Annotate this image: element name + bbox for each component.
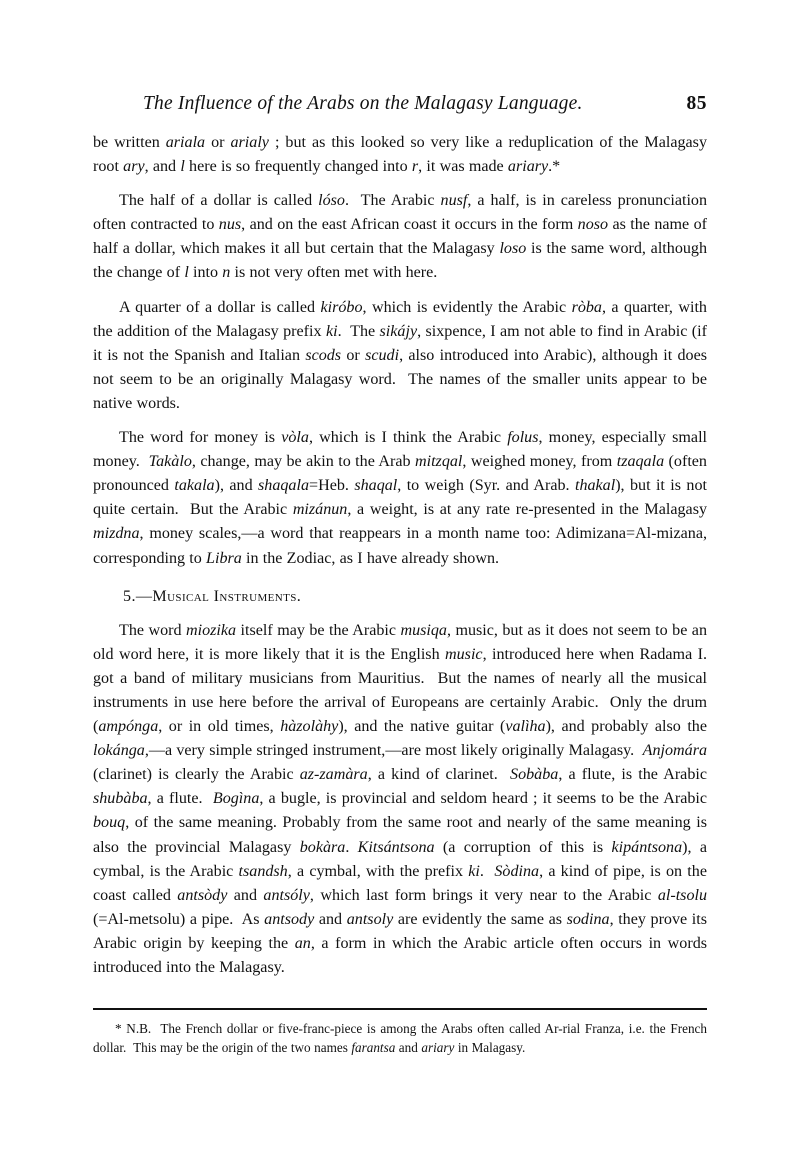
section-heading [93,585,707,609]
paragraph-kirobo: A quarter of a dollar is called kiróbo, which is evidently the Arabic ròba, a quarter, with the addition of the Malagasy prefix ki. The sikájy, sixpence, I am not able to find in Arabic (if it is not the Spanish and Italian scods or scudi, also introduced into Arabic), although it does not seem to be an originally Malagasy word. The names of the smaller units appear to be native words. [93,298,708,412]
running-head [93,93,707,121]
paragraph-ariary: be written ariala or arialy ; but as this looked so very like a reduplication of the Malagasy root ary, and l here is so frequently changed into r, it was made ariary.* [93,134,707,176]
paragraph-vola: The word for money is vòla, which is I think the Arabic folus, money, especially small money. Takàlo, change, may be akin to the Arab mitzqal, weighed money, from tzaqala (often pronounced takala), and shaqala=Heb. shaqal, to weigh (Syr. and Arab. thakal), but it is not quite certain. But the Arabic mizánun, a weight, is at any rate re-presented in the Malagasy mizdna, money scales,—a word that reappears in a month name too: Adimizana=Al-mizana, corresponding to Libra in the Zodiac, as I have already shown. [93,429,708,567]
footnote-divider [93,1008,707,1010]
footnote-text: * N.B. The French dollar or five-franc-piece is among the Arabs often called Ar-rial Franza, i.e. the French dollar. This may be the origin of the two names farantsa and ariary in Malagasy. [93,1021,707,1055]
paragraph-miozika: The word miozika itself may be the Arabic musiqa, music, but as it does not seem to be an old word here, it is more likely that it is the English music, introduced here when Radama I. got a band of military musicians from Mauritius. But the names of nearly all the musical instruments in use here before the arrival of Europeans are certainly Arabic. Only the drum (ampónga, or in old times, hàzolàhy), and the native guitar (valìha), and probably also the lokánga,—a very simple stringed instrument,—are most likely originally Malagasy. Anjomára (clarinet) is clearly the Arabic az-zamàra, a kind of clarinet. Sobàba, a flute, is the Arabic shubàba, a flute. Bogìna, a bugle, is provincial and seldom heard ; it seems to be the Arabic bouq, of the same meaning. Probably from the same root and nearly of the same meaning is also the provincial Malagasy bokàra. Kitsántsona (a corruption of this is kipántsona), a cymbal, is the Arabic tsandsh, a cymbal, with the prefix ki. Sòdina, a kind of pipe, is on the coast called antsòdy and antsóly, which last form brings it very near to the Arabic al-tsolu (=Al-metsolu) a pipe. As antsody and antsoly are evidently the same as sodina, they prove its Arabic origin by keeping the an, a form in which the Arabic article often occurs in words introduced into the Malagasy. [93,621,708,976]
body-text [93,131,707,980]
page-number: 85 [686,93,707,114]
section-number: 5.— [123,587,153,605]
paragraph-loso: The half of a dollar is called lóso. The Arabic nusf, a half, is in careless pronunciation often contracted to nus, and on the east African coast it occurs in the form noso as the name of half a dollar, which makes it all but certain that the Malagasy loso is the same word, although the change of l into n is not very often met with here. [93,192,708,282]
running-head-title: The Influence of the Arabs on the Malagasy Language. [143,93,583,114]
footnote-area [93,1008,707,1057]
section-title: Musical Instruments. [152,587,302,605]
